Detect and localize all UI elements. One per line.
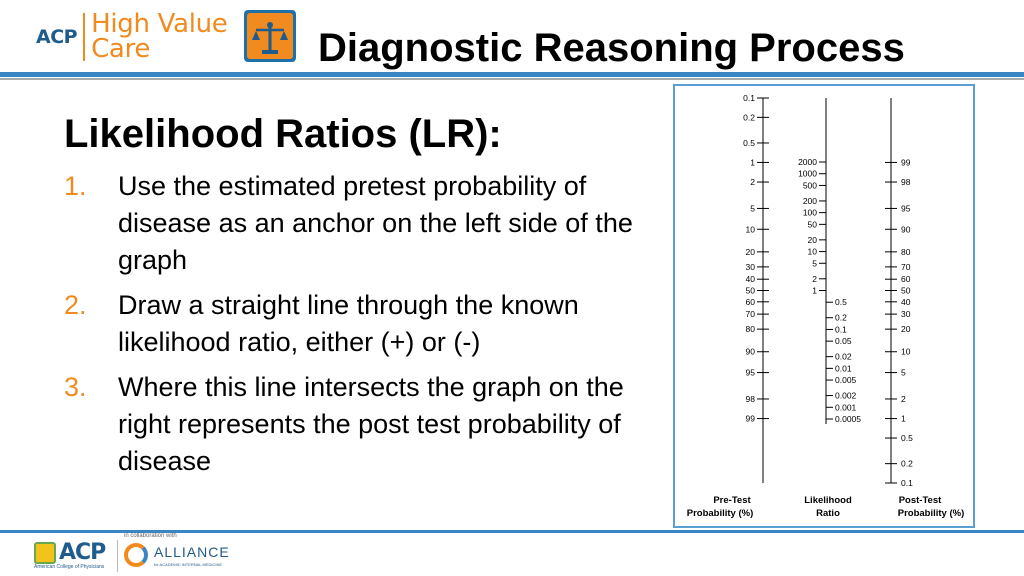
posttest-tick-label: 60 [901, 274, 911, 285]
pretest-tick-label: 30 [745, 261, 755, 272]
lr-tick-label: 500 [802, 180, 817, 191]
posttest-tick-label: 20 [901, 324, 911, 335]
header-shadow-line [0, 78, 1024, 80]
posttest-tick-label: 0.1 [901, 478, 913, 488]
lr-tick-label: 200 [802, 195, 817, 206]
step-number: 3. [64, 372, 87, 402]
logo-acp-text: ACP [36, 26, 78, 48]
pretest-tick-label: 99 [745, 413, 755, 424]
posttest-tick-label: 70 [901, 261, 911, 272]
logo-hvc-line2: Care [91, 34, 151, 64]
posttest-tick-label: 0.5 [901, 433, 913, 444]
step-text: Where this line intersects the graph on the right represents the post test probability of disease [118, 372, 624, 476]
lr-tick-label: 50 [807, 219, 817, 230]
pretest-tick-label: 70 [745, 309, 755, 320]
lr-tick-label: 0.2 [835, 312, 847, 323]
pretest-tick-label: 95 [745, 367, 755, 378]
posttest-tick-label: 5 [901, 367, 906, 378]
lr-tick-label: 0.05 [835, 336, 852, 347]
lr-tick-label: 2 [812, 273, 817, 284]
acp-footer-logo [34, 540, 105, 565]
pretest-tick-label: 90 [745, 346, 755, 357]
pretest-tick-label: 1 [750, 157, 755, 168]
pretest-tick-label: 2 [750, 177, 755, 188]
lr-tick-label: 0.0005 [835, 414, 861, 424]
alliance-logo-text: ALLIANCE [154, 544, 230, 560]
acp-subtitle: American College of Physicians [34, 564, 105, 570]
step-number: 1. [64, 171, 87, 201]
lr-tick-label: 0.1 [835, 324, 847, 335]
lr-tick-label: 0.005 [835, 375, 857, 386]
hvc-logo [36, 8, 228, 66]
posttest-tick-label: 40 [901, 296, 911, 307]
scales-of-justice-icon [244, 10, 296, 62]
header-divider [0, 72, 1024, 77]
step-text: Draw a straight line through the known likelihood ratio, either (+) or (-) [118, 290, 579, 357]
acp-footer-text: ACP [59, 540, 106, 565]
pretest-tick-label: 60 [745, 296, 755, 307]
pretest-label-line2: Probability (%) [686, 508, 754, 519]
pretest-tick-label: 98 [745, 393, 755, 404]
lr-tick-label: 1 [812, 285, 817, 296]
lr-tick-label: 0.02 [835, 351, 852, 362]
pretest-tick-label: 20 [745, 246, 755, 257]
pretest-label-line1: Pre-Test [713, 495, 751, 506]
posttest-tick-label: 99 [901, 157, 911, 168]
pretest-tick-label: 0.2 [743, 112, 755, 123]
lr-tick-label: 0.01 [835, 363, 852, 374]
posttest-tick-label: 10 [901, 346, 911, 357]
pretest-tick-label: 50 [745, 285, 755, 296]
collaboration-text: in collaboration with [124, 533, 177, 539]
posttest-tick-label: 98 [901, 177, 911, 188]
steps-list [64, 168, 644, 488]
acp-emblem-icon [34, 542, 56, 564]
alliance-subtitle: for ACADEMIC INTERNAL MEDICINE [154, 562, 223, 567]
page-title: Diagnostic Reasoning Process [318, 26, 905, 70]
list-item [64, 369, 644, 480]
fagan-nomogram [673, 84, 975, 528]
posttest-tick-label: 90 [901, 224, 911, 235]
list-item [64, 287, 644, 361]
alliance-ring-icon [124, 543, 148, 567]
lr-tick-label: 1000 [798, 168, 817, 179]
step-number: 2. [64, 290, 87, 320]
lr-tick-label: 10 [807, 246, 817, 257]
logo-hvc-text [91, 9, 228, 64]
lr-label-line1: Likelihood [804, 495, 852, 506]
posttest-tick-label: 2 [901, 393, 906, 404]
footer-separator [117, 540, 118, 572]
step-text: Use the estimated pretest probability of disease as an anchor on the left side of the graph [118, 171, 633, 275]
posttest-tick-label: 1 [901, 413, 906, 424]
pretest-tick-label: 10 [745, 224, 755, 235]
lr-tick-label: 20 [807, 234, 817, 245]
logo-hvc-line1: High Value [91, 9, 228, 39]
pretest-tick-label: 5 [750, 203, 755, 214]
pretest-tick-label: 0.5 [743, 137, 755, 148]
posttest-tick-label: 0.2 [901, 458, 913, 469]
lr-tick-label: 0.002 [835, 390, 857, 401]
posttest-label-line1: Post-Test [898, 495, 942, 506]
lr-tick-label: 5 [812, 258, 817, 269]
logo-divider [83, 13, 85, 61]
pretest-tick-label: 0.1 [743, 93, 755, 103]
posttest-tick-label: 30 [901, 309, 911, 320]
lr-tick-label: 2000 [798, 157, 817, 167]
pretest-tick-label: 80 [745, 324, 755, 335]
lr-tick-label: 100 [802, 207, 817, 218]
lr-tick-label: 0.001 [835, 402, 857, 413]
posttest-label-line2: Probability (%) [897, 508, 965, 519]
section-heading: Likelihood Ratios (LR): [64, 112, 502, 156]
posttest-tick-label: 80 [901, 246, 911, 257]
pretest-tick-label: 40 [745, 274, 755, 285]
lr-tick-label: 0.5 [835, 297, 847, 308]
posttest-tick-label: 50 [901, 285, 911, 296]
posttest-tick-label: 95 [901, 203, 911, 214]
lr-label-line2: Ratio [816, 508, 840, 519]
list-item [64, 168, 644, 279]
nomogram-svg [675, 86, 973, 526]
